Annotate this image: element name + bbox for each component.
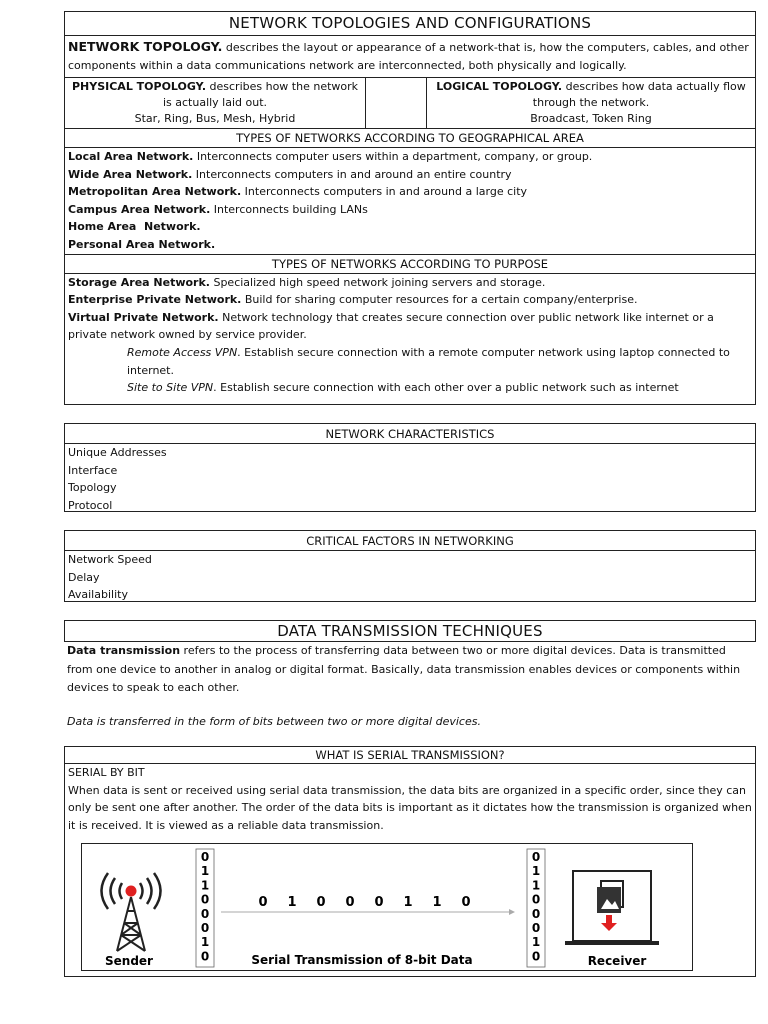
geo-item <box>65 236 755 254</box>
sender-bit: 0 <box>200 949 210 964</box>
geo-term: Local Area Network. <box>68 150 194 163</box>
receiver-bit: 0 <box>531 892 541 907</box>
stream-bit: 0 <box>374 895 384 910</box>
receiver-bits <box>527 849 545 967</box>
geo-item <box>65 218 755 236</box>
serial-title: WHAT IS SERIAL TRANSMISSION? <box>65 747 755 764</box>
serial-box <box>64 746 756 977</box>
geo-term: Campus Area Network. <box>68 202 211 216</box>
physical-topology-text: describes how the network is actually laid out. <box>162 80 359 109</box>
characteristics-title: NETWORK CHARACTERISTICS <box>65 424 755 444</box>
dtt-text: refers to the process of transferring data between two or more digital devices. Data is transmitted from one device to another in analog or digital format. Basically, data transmission enables devices or components within devices to speak to each other. <box>67 644 741 694</box>
critical-title: CRITICAL FACTORS IN NETWORKING <box>65 531 755 551</box>
remote-access-term: Remote Access VPN <box>127 345 238 359</box>
receiver-bit: 0 <box>531 906 541 921</box>
topology-types-row <box>65 78 755 129</box>
dtt-paragraph <box>64 642 756 698</box>
purpose-text: Network technology that creates secure connection over public network like internet or a private network owned by service provider. <box>68 310 714 342</box>
purpose-list <box>65 274 755 397</box>
characteristic-item: Interface <box>68 463 118 477</box>
network-topology-term: NETWORK TOPOLOGY. <box>68 39 223 54</box>
main-title: NETWORK TOPOLOGIES AND CONFIGURATIONS <box>65 12 755 36</box>
receiver-label: Receiver <box>587 954 647 968</box>
purpose-term: Virtual Private Network. <box>68 310 219 324</box>
stream-bit: 0 <box>316 895 326 910</box>
logical-topology-examples: Broadcast, Token Ring <box>530 112 652 125</box>
stream-bit: 0 <box>345 895 355 910</box>
stream-bit: 1 <box>403 895 413 910</box>
dtt-title: DATA TRANSMISSION TECHNIQUES <box>277 622 543 640</box>
remote-access-vpn <box>65 344 755 379</box>
geo-text: Interconnects computers in and around a large city <box>241 185 528 199</box>
diagram-caption: Serial Transmission of 8-bit Data <box>251 953 473 967</box>
geo-item <box>65 183 755 201</box>
characteristic-item: Topology <box>68 481 117 494</box>
sender-label: Sender <box>105 954 153 968</box>
dtt-note: Data is transferred in the form of bits between two or more digital devices. <box>67 714 481 728</box>
receiver-bit: 1 <box>531 864 541 879</box>
receiver-icon <box>565 871 659 945</box>
receiver-bit: 0 <box>531 850 541 864</box>
purpose-text: Build for sharing computer resources for a certain company/enterprise. <box>241 293 638 307</box>
empty-cell <box>366 78 427 128</box>
geo-item <box>65 166 755 184</box>
purpose-item <box>65 309 755 344</box>
geo-text: Interconnects computer users within a department, company, or group. <box>193 150 593 163</box>
critical-item: Network Speed <box>68 553 152 566</box>
geo-text: Interconnects building LANs <box>210 202 368 216</box>
site-to-site-term: Site to Site VPN <box>127 381 214 395</box>
critical-factors-box <box>64 530 756 602</box>
sender-bit: 1 <box>200 935 210 950</box>
physical-topology-cell <box>65 78 366 128</box>
serial-text: When data is sent or received using serial data transmission, the data bits are organized in a specific order, since they can only be sent one after another. The order of the data bits is important as it dictates how the transmission is organized when it is received. It is viewed as a reliable data transmission. <box>68 783 752 832</box>
serial-diagram <box>81 843 693 971</box>
stream-bit: 1 <box>287 895 297 910</box>
characteristics-box <box>64 423 756 512</box>
geo-item <box>65 148 755 166</box>
receiver-bit: 0 <box>531 949 541 964</box>
sender-bit: 1 <box>200 864 210 879</box>
receiver-bit: 0 <box>531 921 541 935</box>
purpose-text: Specialized high speed network joining servers and storage. <box>209 275 546 289</box>
network-topology-text: describes the layout or appearance of a network-that is, how the computers, cables, and other components within a data communications network are interconnected, both physically and logically. <box>68 41 749 72</box>
stream-bit: 1 <box>432 895 442 910</box>
receiver-bit: 1 <box>531 935 541 950</box>
characteristic-item: Unique Addresses <box>68 446 167 459</box>
site-to-site-vpn <box>65 379 755 397</box>
purpose-term: Enterprise Private Network. <box>68 293 242 307</box>
purpose-title: TYPES OF NETWORKS ACCORDING TO PURPOSE <box>65 255 755 274</box>
geo-list <box>65 148 755 255</box>
network-topology-definition <box>65 36 755 78</box>
logical-topology-cell <box>427 78 755 128</box>
sender-bit: 0 <box>200 921 210 935</box>
sender-bit: 1 <box>200 878 210 893</box>
physical-topology-term: PHYSICAL TOPOLOGY. <box>71 80 207 93</box>
site-to-site-text: . Establish secure connection with each other over a public network such as internet <box>213 381 679 395</box>
physical-topology-examples: Star, Ring, Bus, Mesh, Hybrid <box>134 112 296 125</box>
critical-item: Availability <box>68 588 128 601</box>
sender-bit: 0 <box>200 892 210 907</box>
topologies-box <box>64 11 756 405</box>
geo-term: Personal Area Network. <box>68 237 216 251</box>
stream-bit: 0 <box>461 895 471 910</box>
logical-topology-term: LOGICAL TOPOLOGY. <box>436 80 563 93</box>
receiver-bit: 1 <box>531 878 541 893</box>
sender-bits <box>196 849 214 967</box>
dtt-body <box>64 642 756 730</box>
dtt-title-box <box>64 620 756 642</box>
logical-topology-text: describes how data actually flow through the network. <box>532 80 746 109</box>
purpose-term: Storage Area Network. <box>68 275 210 289</box>
remote-access-text: . Establish secure connection with a remote computer network using laptop connected to internet. <box>127 345 730 377</box>
geo-term: Wide Area Network. <box>68 167 193 181</box>
sender-bit: 0 <box>200 850 210 864</box>
sender-bit: 0 <box>200 906 210 921</box>
serial-subtitle: SERIAL BY BIT <box>68 766 145 779</box>
geo-term: Home Area Network. <box>68 220 201 234</box>
critical-item: Delay <box>68 570 100 584</box>
dtt-term: Data transmission <box>67 644 181 657</box>
geo-term: Metropolitan Area Network. <box>68 185 242 199</box>
geo-title: TYPES OF NETWORKS ACCORDING TO GEOGRAPHICAL AREA <box>65 129 755 148</box>
characteristic-item: Protocol <box>68 498 113 512</box>
purpose-item <box>65 274 755 292</box>
stream-bit: 0 <box>258 895 268 910</box>
purpose-item <box>65 291 755 309</box>
geo-item <box>65 201 755 219</box>
geo-text: Interconnects computers in and around an entire country <box>192 167 512 181</box>
